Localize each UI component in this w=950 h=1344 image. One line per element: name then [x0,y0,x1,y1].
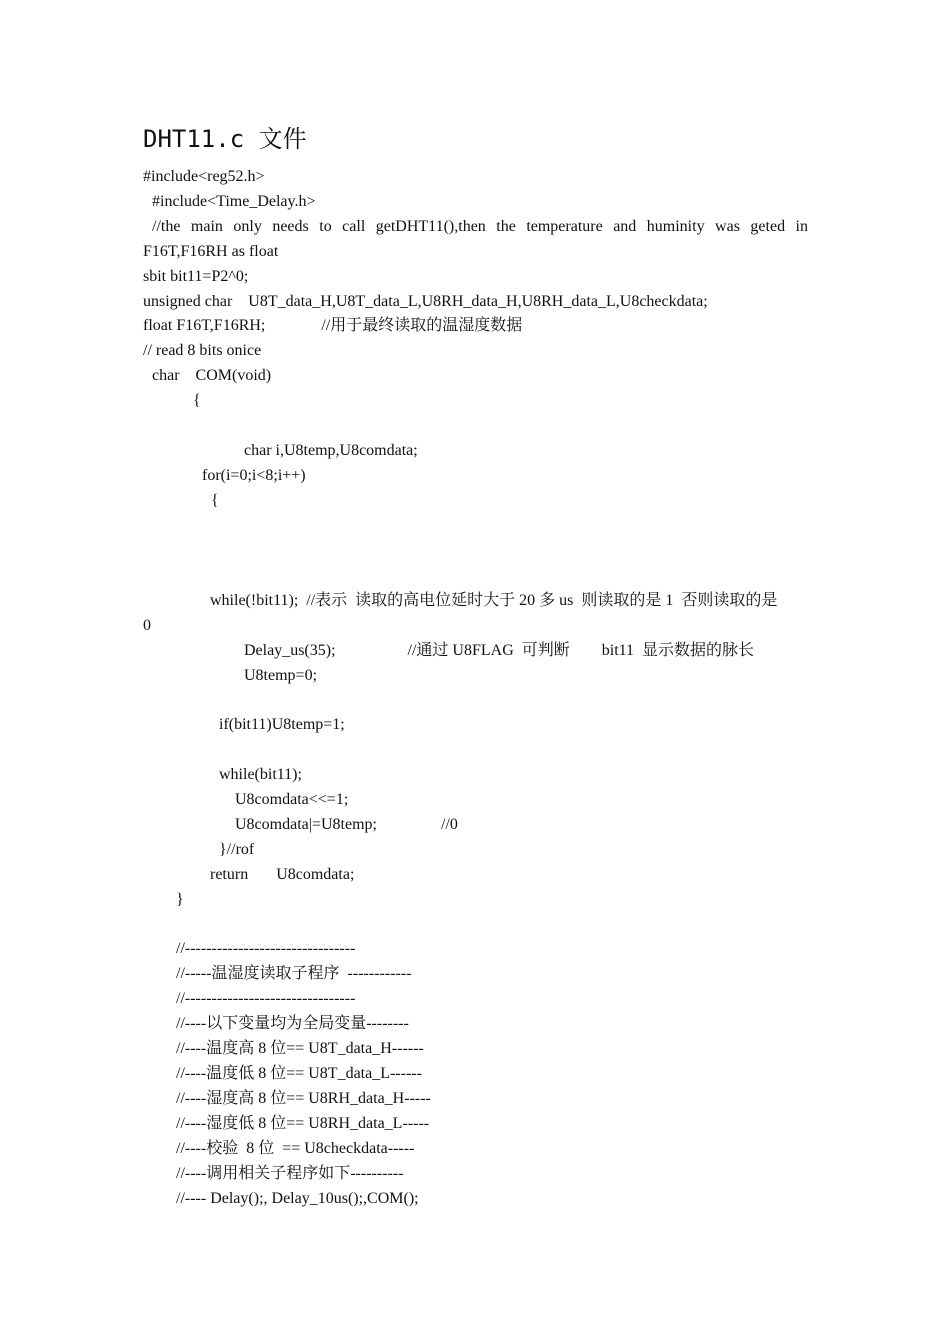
code-line: for(i=0;i<8;i++) [202,467,306,484]
code-line: //----温度低 8 位== U8T_data_L------ [176,1065,422,1082]
code-line: U8temp=0; [244,667,318,684]
code-line: Delay_us(35); //通过 U8FLAG 可判断 bit11 显示数据的脉长 [244,642,755,659]
code-line: while(!bit11); //表示 读取的高电位延时大于 20 多 us 则读取的是 1 否则读取的是 [210,592,778,609]
code-line: //---- Delay();, Delay_10us();,COM(); [176,1190,419,1207]
code-line: //----温度高 8 位== U8T_data_H------ [176,1040,424,1057]
code-line: // read 8 bits onice [143,342,262,359]
code-line: #include<reg52.h> [143,168,265,185]
code-line: U8comdata<<=1; [235,791,349,808]
code-line: } [176,891,184,908]
code-line: //the main only needs to call getDHT11(),then the temperature and huminity was geted in [152,218,808,235]
code-line: float F16T,F16RH; //用于最终读取的温湿度数据 [143,317,523,334]
code-line: char i,U8temp,U8comdata; [244,442,418,459]
code-line: }//rof [219,841,255,858]
document-title: DHT11.c 文件 [143,125,307,153]
code-line: char COM(void) [152,367,272,384]
code-line: U8comdata|=U8temp; //0 [235,816,458,833]
code-line: //----湿度高 8 位== U8RH_data_H----- [176,1090,431,1107]
code-line: //----以下变量均为全局变量-------- [176,1015,409,1032]
code-line: 0 [143,617,151,634]
code-line: //----湿度低 8 位== U8RH_data_L----- [176,1115,430,1132]
code-line: unsigned char U8T_data_H,U8T_data_L,U8RH_data_H,U8RH_data_L,U8checkdata; [143,293,708,310]
code-line: sbit bit11=P2^0; [143,268,249,285]
code-line: return U8comdata; [210,866,355,883]
code-line: #include<Time_Delay.h> [152,193,316,210]
code-line: { [211,492,219,509]
code-line: { [193,392,201,409]
code-line: while(bit11); [219,766,302,783]
code-line: //-------------------------------- [176,990,356,1007]
code-line: //-------------------------------- [176,940,356,957]
code-line: F16T,F16RH as float [143,243,279,260]
code-line: if(bit11)U8temp=1; [219,716,345,733]
code-line: //----校验 8 位 == U8checkdata----- [176,1140,415,1157]
code-line: //----调用相关子程序如下---------- [176,1165,404,1182]
code-line: //-----温湿度读取子程序 ------------ [176,965,412,982]
